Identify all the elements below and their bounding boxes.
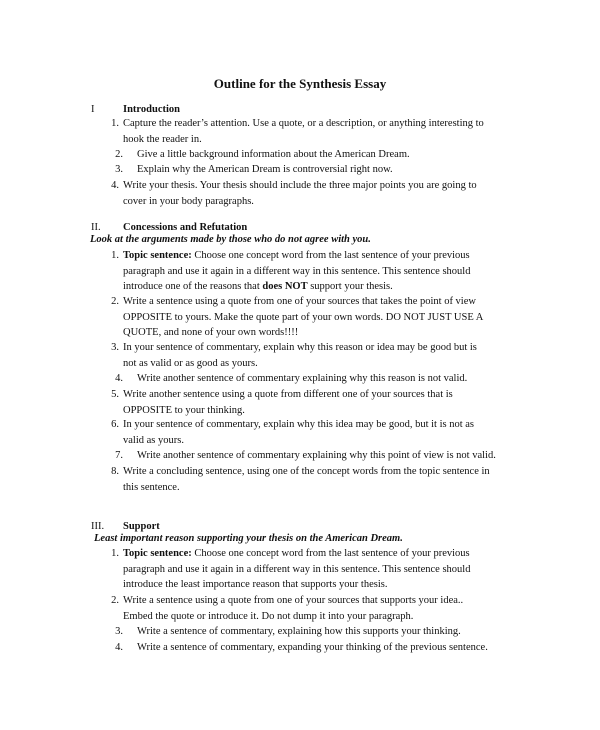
section-1-number: I <box>91 104 95 115</box>
section-1-title: Introduction <box>123 104 180 115</box>
section-3-number: III. <box>91 521 105 532</box>
section-3-subtitle: Least important reason supporting your thesis on the American Dream. <box>94 533 403 544</box>
section-2-number: II. <box>91 222 101 233</box>
section-2-subtitle: Look at the arguments made by those who do not agree with you. <box>90 234 371 245</box>
section-3-title: Support <box>123 521 160 532</box>
page-title: Outline for the Synthesis Essay <box>213 76 387 91</box>
section-2-title: Concessions and Refutation <box>123 222 248 233</box>
document-page: Outline for the Synthesis Essay I Introduction 1. Capture the reader’s attention. Use a quote, or a description, or anything interesting to hook the reader in. 2. Give a little background information about the American Dream. 3. Explain why the American Dream is controversial right now. 4. Write your thesis. Your thesis should include the three major points you are going to cover in your body paragraphs. II. Concessions and Refutation Look at the arguments made by those who do not agree with you. 1. Topic sentence: Choose one concept word from the last sentence of your previous paragraph and use it again in a different way in this sentence. This sentence should introduce one of the reasons that does NOT support your thesis. 2. Write a sentence using a quote from one of your sources that takes the point of view OPPOSITE to yours. Make the quote part of your own words. DO NOT JUST USE A QUOTE, and none of your own words!!!! 3. In your sentence of commentary, explain why this reason or idea may be good but is not as valid or as good as yours. 4. Write another sentence of commentary explaining why this reason is not valid. 5. Write another sentence using a quote from different one of your sources that is OPPOSITE to your thinking. 6. In your sentence of commentary, explain why this idea may be good, but it is not as valid as yours. 7. Write another sentence of commentary explaining why this point of view is not valid. 8. Write a concluding sentence, using one of the concept words from the topic sentence in this sentence. III. Support Least important reason supporting your thesis on the American Dream. 1. Topic sentence: Choose one concept word from the last sentence of your previous paragraph and use it again in a different way in this sentence. This sentence should introduce the least importance reason that supports your thesis. 2. Write a sentence using a quote from one of your sources that supports your idea.. Embed the quote or introduce it. Do not dump it into your paragraph. 3. Write a sentence of commentary, explaining how this supports your thinking. 4. Write a sentence of commentary, expanding your thinking of the previous sentence. <box>0 0 600 730</box>
